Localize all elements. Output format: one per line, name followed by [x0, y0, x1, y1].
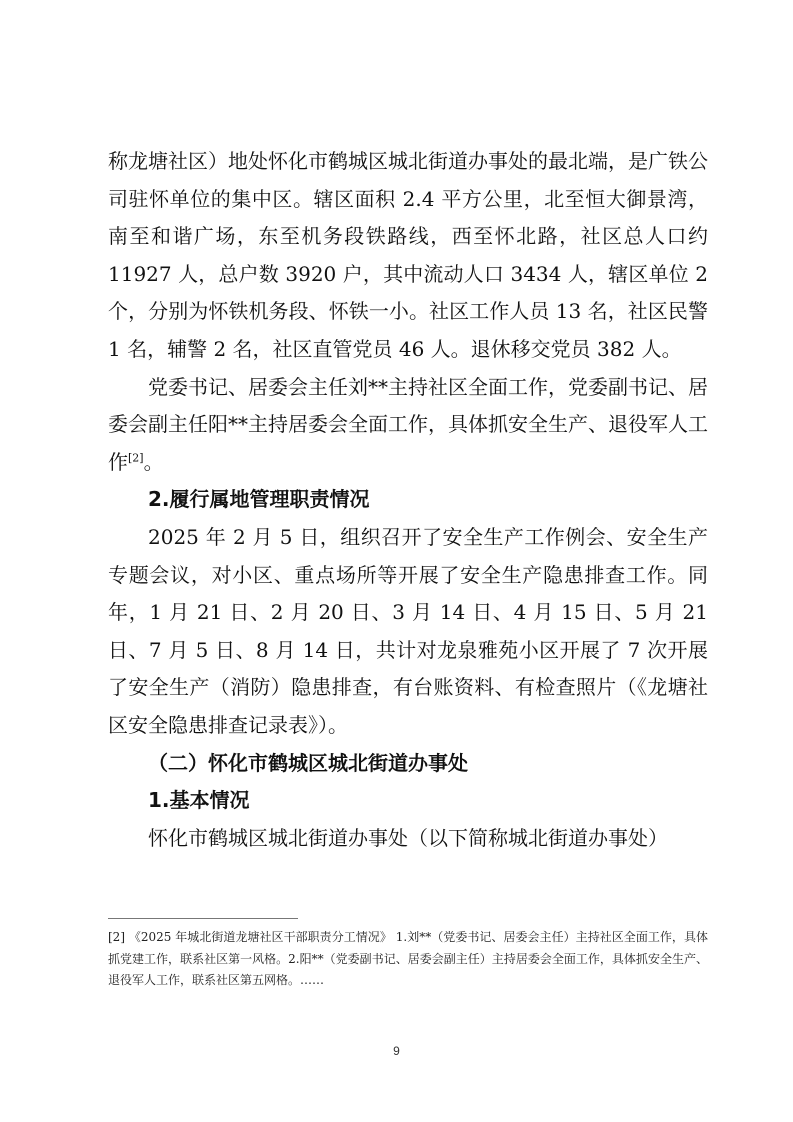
footnote-reference[interactable]: [2]: [128, 451, 144, 465]
paragraph-community-overview: 称龙塘社区）地处怀化市鹤城区城北街道办事处的最北端，是广铁公司驻怀单位的集中区。辖区面积 2.4 平方公里，北至恒大御景湾，南至和谐广场，东至机务段铁路线，西至怀北路，社区总人口约 11927 人，总户数 3920 户，其中流动人口 3434 人，辖区单位 2 个，分别为怀铁机务段、怀铁一小。社区工作人员 13 名，社区民警 1 名，辅警 2 名，社区直管党员 46 人。退休移交党员 382 人。: [108, 149, 708, 361]
footnote-divider: [108, 918, 298, 919]
body-text: [108, 143, 708, 857]
section-heading-duties: 2.履行属地管理职责情况: [148, 487, 370, 512]
section-heading-street-office: （二）怀化市鹤城区城北街道办事处: [148, 750, 468, 775]
page-number: 9: [393, 1044, 400, 1058]
paragraph-leadership-end: 。: [143, 449, 164, 474]
footnote: [2] 《2025 年城北街道龙塘社区干部职责分工情况》 1.刘**（党委书记、居委会主任）主持社区全面工作，具体抓党建工作，联系社区第一风格。2.阳**（党委副书记、居委会副主任）主持居委会全面工作，具体抓安全生产、退役军人工作，联系社区第五网格。……: [108, 930, 708, 987]
paragraph-safety-inspections: 2025 年 2 月 5 日，组织召开了安全生产工作例会、安全生产专题会议，对小区、重点场所等开展了安全生产隐患排查工作。同年，1 月 21 日、2 月 20 日、3 月 14 日、4 月 15 日、5 月 21 日、7 月 5 日、8 月 14 日，共计对龙泉雅苑小区开展了 7 次开展了安全生产（消防）隐患排查，有台账资料、有检查照片（《龙塘社区安全隐患排查记录表》）。: [108, 524, 708, 737]
paragraph-leadership: [108, 369, 708, 482]
paragraph-street-office-intro: 怀化市鹤城区城北街道办事处（以下简称城北街道办事处）: [148, 825, 668, 850]
section-heading-basic-info: 1.基本情况: [148, 788, 250, 813]
paragraph-leadership-text: 党委书记、居委会主任刘**主持社区全面工作，党委副书记、居委会副主任阳**主持居委会全面工作，具体抓安全生产、退役军人工作: [108, 374, 708, 474]
